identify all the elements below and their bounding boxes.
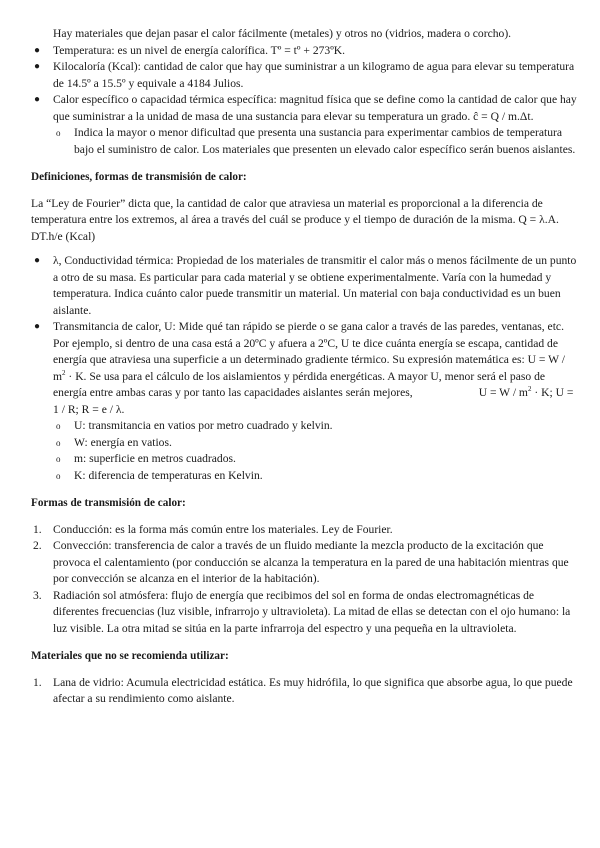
- bullet-icon: ●: [34, 321, 41, 332]
- list-item: [31, 43, 579, 60]
- numbered-item: [31, 522, 579, 539]
- bullet-text: Temperatura: es un nivel de energía calorífica. Tº = tº + 273ºK.: [53, 43, 346, 57]
- bullet-icon: ●: [34, 255, 41, 266]
- sub-bullet-icon: o: [56, 437, 61, 448]
- heading-formas: Formas de transmisión de calor:: [31, 497, 186, 509]
- fourier-paragraph: La “Ley de Fourier” dicta que, la cantidad de calor que atraviesa un material es proporcional a la diferencia de temperatura entre los extremos, al área a través del cuál se produce y el tiempo de duración de la misma. Q = λ.A. DT.h/e (Kcal): [31, 196, 559, 243]
- transmitancia-text: Transmitancia de calor, U: Mide qué tan rápido se pierde o se gana calor a través de las paredes, ventanas, etc. Por ejemplo, si dentro de una casa está a 20ºC y afuera a 2ºC, U te dice cuánta energía se escapa, cantidad de energía que atraviesa una superficie a un determinado gradiente térmico. Su expresión matemática es: $U = W / m^2 \cdot K$. Se usa para el cálculo de los aislamientos y pérdida energéticas. A mayor U, menor será el paso de energía entre ambas caras y por tanto las capacidades aislantes serán mejores, $U = W / m^2 \cdot K$; U = 1 / R; R = e / λ.: [53, 320, 574, 416]
- numbered-item: [31, 538, 579, 588]
- formas-numbered-list: [31, 522, 579, 638]
- numbered-item: [31, 675, 579, 708]
- heading-materiales: Materiales que no se recomienda utilizar:: [31, 650, 229, 662]
- definitions-bullet-list: [31, 253, 579, 484]
- item-text: Conducción: es la forma más común entre los materiales. Ley de Fourier.: [53, 522, 393, 536]
- bullet-icon: ●: [34, 44, 41, 56]
- materiales-numbered-list: [31, 675, 579, 708]
- sub-bullet-icon: o: [56, 421, 61, 431]
- sub-list-item: [31, 435, 579, 452]
- item-number: 2.: [33, 539, 42, 552]
- bullet-icon: ●: [34, 61, 41, 72]
- sub-bullet-text: K: diferencia de temperaturas en Kelvin.: [74, 468, 263, 482]
- sub-bullet-text: U: transmitancia en vatios por metro cuadrado y kelvin.: [74, 419, 333, 432]
- item-text: Convección: transferencia de calor a través de un fluido mediante la mezcla producto de la excitación que provoca el calentamiento (por conducción se alcanza la temperatura en la pared de una habitación mientras que por convección se alcanza en el interior de la habitación).: [53, 539, 569, 585]
- list-item: [31, 59, 579, 92]
- sub-bullet-text: W: energía en vatios.: [74, 435, 172, 449]
- sub-bullet-icon: o: [56, 128, 61, 138]
- sub-bullet-icon: o: [56, 454, 61, 464]
- document-page: [31, 26, 579, 708]
- item-text: Radiación sol atmósfera: flujo de energía que recibimos del sol en forma de ondas electromagnéticas de diferentes frecuencias (luz visible, infrarrojo y ultravioleta). La mitad de ellas se detectan con el ojo humano: la luz visible. La otra mitad se sitúa en la parte infrarroja del espectro y una pequeña en la ultravioleta.: [53, 588, 571, 635]
- list-item: [31, 319, 579, 418]
- sub-bullet-text: m: superficie en metros cuadrados.: [74, 452, 236, 465]
- sub-list-item: [31, 468, 579, 485]
- sub-bullet-text: Indica la mayor o menor dificultad que presenta una sustancia para experimentar cambios de temperatura bajo el suministro de calor. Los materiales que presenten un elevado calor específico serán buenos aislantes.: [74, 126, 576, 156]
- item-text: Lana de vidrio: Acumula electricidad estática. Es muy hidrófila, lo que significa que absorbe agua, lo que puede afectar a su rendimiento como aislante.: [53, 675, 573, 705]
- sub-list-item: [31, 418, 579, 435]
- numbered-item: [31, 588, 579, 638]
- sub-list-item: [31, 125, 579, 158]
- top-bullet-list: [31, 43, 579, 159]
- sub-bullet-icon: o: [56, 470, 61, 481]
- bullet-text: λ, Conductividad térmica: Propiedad de los materiales de transmitir el calor más o menos fácilmente de un punto a otro de su masa. Es particular para cada material y se obtiene experimentalmente. Varía con la humedad y temperatura. Indica cuánto calor puede transmitir un material. Un material con baja conductividad es un buen aislante.: [53, 254, 577, 317]
- transmitancia-formula: $U = W / m^2 \cdot K$; U = 1 / R; R = e / λ.: [53, 385, 574, 416]
- bullet-text: Kilocaloría (Kcal): cantidad de calor que hay que suministrar a un kilogramo de agua para elevar su temperatura de 14.5º a 15.5º y equivale a 4184 Julios.: [53, 60, 575, 90]
- list-item: [31, 92, 579, 125]
- heading-definiciones: Definiciones, formas de transmisión de calor:: [31, 171, 247, 183]
- bullet-text: Calor específico o capacidad térmica específica: magnitud física que se define como la cantidad de calor que hay que suministrar a la unidad de masa de una sustancia para elevar su temperatura un grado. ĉ = Q / m.Δt.: [53, 93, 577, 123]
- sub-list-item: [31, 451, 579, 468]
- list-item: [31, 253, 579, 319]
- item-number: 3.: [33, 588, 42, 602]
- item-number: 1.: [33, 675, 42, 689]
- intro-paragraph: Hay materiales que dejan pasar el calor fácilmente (metales) y otros no (vidrios, madera o corcho).: [53, 27, 512, 40]
- item-number: 1.: [33, 522, 42, 536]
- bullet-icon: ●: [34, 94, 41, 105]
